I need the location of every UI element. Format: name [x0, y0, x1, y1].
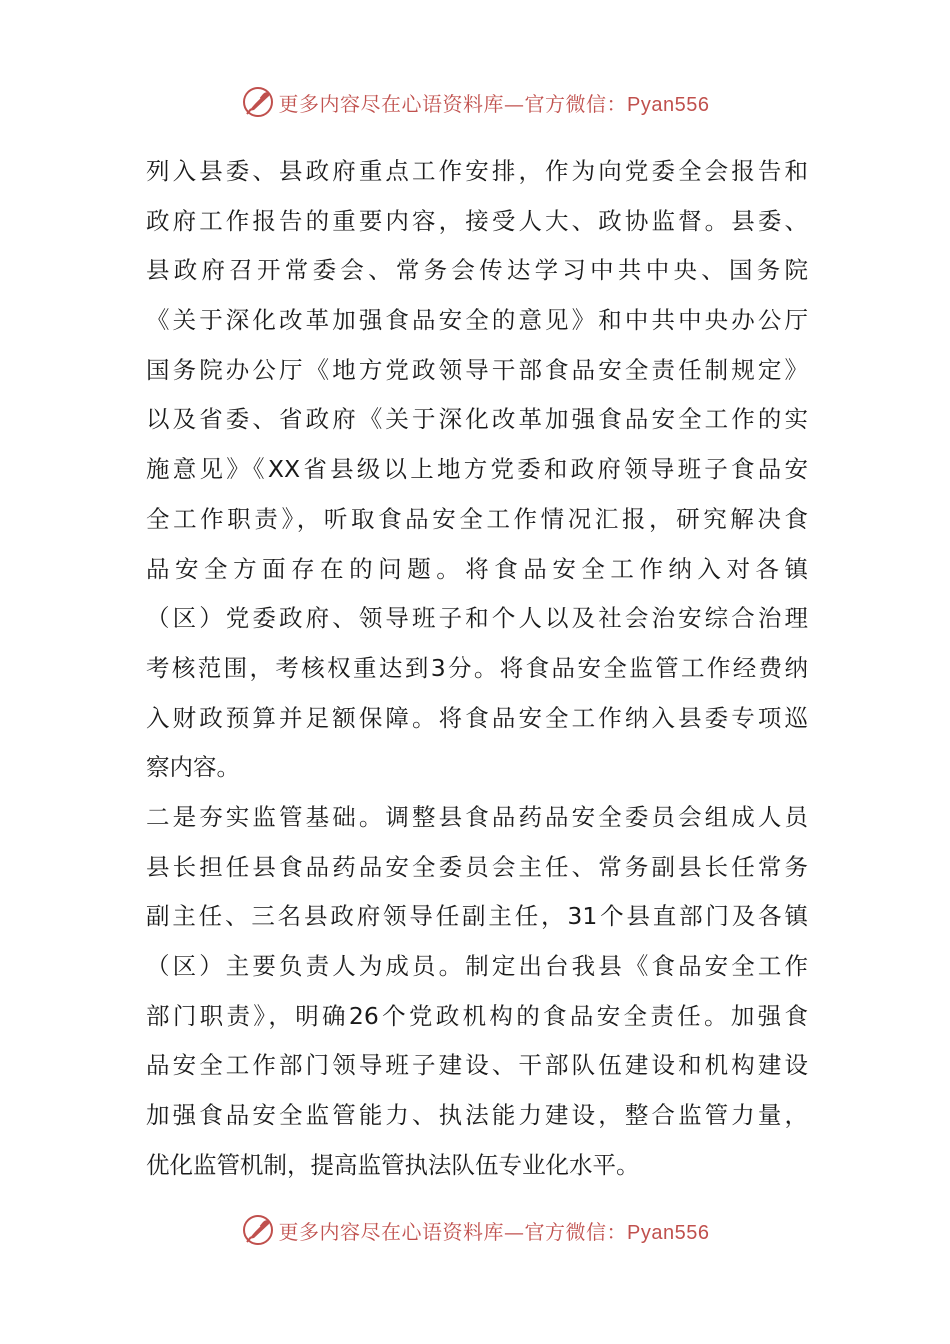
watermark-text: 更多内容尽在心语资料库—官方微信：Pyan556	[278, 91, 710, 116]
text-line: 全工作职责》，听取食品安全工作情况汇报，研究解决食	[146, 504, 808, 533]
text-line: 加强食品安全监管能力、执法能力建设，整合监管力量，	[146, 1101, 808, 1130]
text-line: 副主任、三名县政府领导任副主任，31个县直部门及各镇	[146, 902, 808, 931]
text-line: 二是夯实监管基础。调整县食品药品安全委员会组成人员	[146, 802, 808, 831]
text-line: 施意见》《XX省县级以上地方党委和政府领导班子食品安	[146, 455, 808, 484]
text-line: 国务院办公厅《地方党政领导干部食品安全责任制规定》	[146, 355, 808, 384]
document-body	[146, 147, 808, 1190]
quill-pen-logo-icon	[241, 85, 275, 119]
text-line: 品安全工作部门领导班子建设、干部队伍建设和机构建设	[146, 1051, 808, 1080]
text-line: （区）党委政府、领导班子和个人以及社会治安综合治理	[146, 604, 808, 633]
text-line: 入财政预算并足额保障。将食品安全工作纳入县委专项巡	[146, 703, 808, 732]
text-line: 县政府召开常委会、常务会传达学习中共中央、国务院	[146, 256, 808, 285]
quill-pen-logo-icon	[241, 1213, 275, 1247]
text-line: 《关于深化改革加强食品安全的意见》和中共中央办公厅	[146, 306, 808, 335]
text-line: 部门职责》，明确26个党政机构的食品安全责任。加强食	[146, 1001, 808, 1030]
text-line: 品安全方面存在的问题。将食品安全工作纳入对各镇	[146, 554, 808, 583]
text-line: 以及省委、省政府《关于深化改革加强食品安全工作的实	[146, 405, 808, 434]
text-line: 优化监管机制，提高监管执法队伍专业化水平。	[146, 1150, 640, 1179]
text-line: 考核范围，考核权重达到3分。将食品安全监管工作经费纳	[146, 653, 808, 682]
text-line: 县长担任县食品药品安全委员会主任、常务副县长任常务	[146, 852, 808, 881]
watermark-text: 更多内容尽在心语资料库—官方微信：Pyan556	[278, 1219, 710, 1244]
text-line: （区）主要负责人为成员。制定出台我县《食品安全工作	[146, 952, 808, 980]
header-watermark	[0, 82, 950, 122]
text-line: 政府工作报告的重要内容，接受人大、政协监督。县委、	[146, 206, 808, 235]
footer-watermark	[0, 1210, 950, 1250]
text-line: 列入县委、县政府重点工作安排，作为向党委全会报告和	[146, 157, 808, 185]
text-line: 察内容。	[146, 753, 240, 782]
